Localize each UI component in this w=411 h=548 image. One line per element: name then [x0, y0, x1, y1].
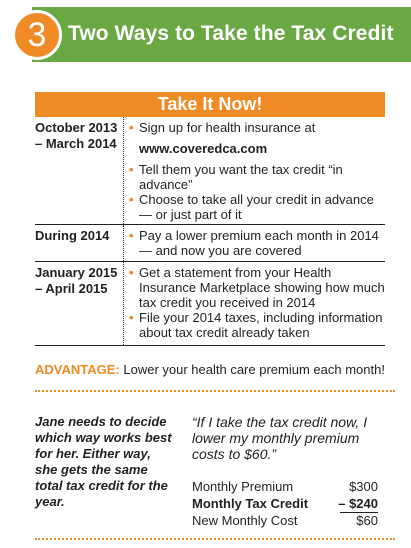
bullet-list	[129, 120, 385, 222]
dotted-divider-bottom	[35, 538, 395, 540]
bullet-list	[129, 228, 385, 258]
credit-row	[192, 495, 378, 512]
row-date: October 2013 – March 2014	[35, 120, 118, 151]
bullet-item: • Pay a lower premium each month in 2014 — and now you are covered	[129, 228, 385, 258]
row-divider	[123, 117, 124, 224]
row-divider	[123, 262, 124, 345]
bullet-item: • Tell them you want the tax credit “in advance”	[129, 162, 385, 192]
website-link[interactable]: www.coveredca.com	[139, 141, 268, 156]
advantage-text: Lower your health care premium each month!	[123, 362, 385, 377]
bullet-item: • File your 2014 taxes, including information about tax credit already taken	[129, 310, 385, 340]
premium-row	[192, 478, 378, 495]
row-divider	[123, 225, 124, 261]
bullet-item: • Choose to take all your credit in advance — or just part of it	[129, 192, 385, 222]
timeline-row-2	[35, 225, 385, 262]
credit-label: Monthly Tax Credit	[192, 496, 309, 511]
row-date: During 2014	[35, 228, 110, 243]
cost-calculation	[192, 478, 378, 529]
bullet-text: Sign up for health insurance at	[139, 120, 316, 135]
section-title: Two Ways to Take the Tax Credit	[68, 22, 394, 45]
timeline-row-3	[35, 262, 385, 346]
new-cost-value: $60	[356, 513, 378, 528]
new-cost-label: New Monthly Cost	[192, 513, 298, 528]
advantage-label: ADVANTAGE:	[35, 362, 120, 377]
premium-label: Monthly Premium	[192, 479, 294, 494]
dotted-divider	[35, 390, 395, 392]
section-header	[0, 0, 411, 66]
bullet-list	[129, 265, 385, 340]
row-date: January 2015 – April 2015	[35, 265, 118, 296]
new-cost-row	[192, 512, 378, 529]
credit-value: – $240	[338, 496, 378, 511]
take-it-now-banner: Take It Now!	[35, 92, 385, 117]
advantage-line	[35, 362, 395, 378]
bullet-item: • Get a statement from your Health Insurance Marketplace showing how much tax credit you received in 2014	[129, 265, 385, 310]
bullet-item	[129, 120, 385, 156]
jane-quote: “If I take the tax credit now, I lower my monthly premium costs to $60.”	[192, 414, 368, 462]
premium-value: $300	[349, 479, 378, 494]
timeline-row-1	[35, 117, 385, 225]
section-number-badge: 3	[12, 10, 62, 60]
jane-note: Jane needs to decide which way works best for her. Either way, she gets the same total tax credit for the year.	[35, 414, 172, 509]
